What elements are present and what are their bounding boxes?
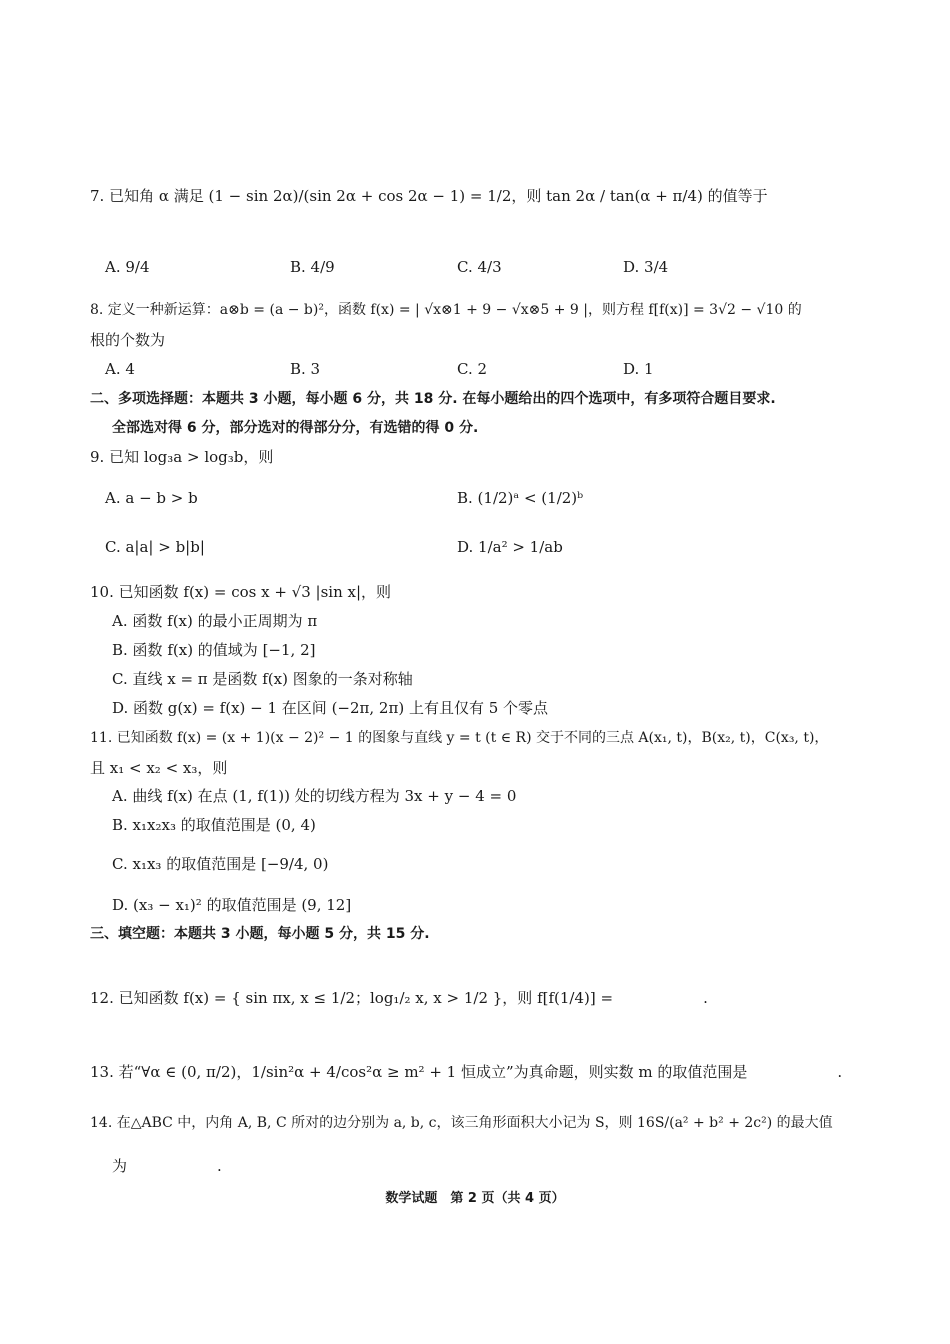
q8-option-d: D. 1 <box>623 360 654 378</box>
section3-title: 三、填空题：本题共 3 小题，每小题 5 分，共 15 分. <box>90 926 430 942</box>
q11-option-d: D. (x₃ − x₁)² 的取值范围是 (9, 12] <box>112 896 352 914</box>
q14-stem-line2-text: 为 <box>112 1157 128 1175</box>
q13-period: . <box>837 1063 843 1081</box>
q10-option-d: D. 函数 g(x) = f(x) − 1 在区间 (−2π, 2π) 上有且仅有 5 个零点 <box>112 699 549 717</box>
q10-option-a: A. 函数 f(x) 的最小正周期为 π <box>112 612 318 630</box>
q14-stem-line2 <box>112 1156 222 1176</box>
q8-stem-line2: 根的个数为 <box>90 331 166 349</box>
q11-stem-line2: 且 x₁ < x₂ < x₃，则 <box>90 759 228 777</box>
q10-option-b: B. 函数 f(x) 的值域为 [−1, 2] <box>112 641 316 659</box>
q14-period: . <box>217 1157 222 1175</box>
q12-stem <box>90 988 708 1008</box>
q7-option-b: B. 4/9 <box>290 258 335 276</box>
q8-stem-line1: 8. 定义一种新运算：a⊗b = (a − b)²，函数 f(x) = | √x⊗1 + 9 − √x⊗5 + 9 |，则方程 f[f(x)] = 3√2 − √10 的 <box>90 302 802 318</box>
q7-stem: 7. 已知角 α 满足 (1 − sin 2α)/(sin 2α + cos 2α − 1) = 1/2，则 tan 2α / tan(α + π/4) 的值等于 <box>90 187 768 205</box>
q9-stem: 9. 已知 log₃a > log₃b，则 <box>90 448 274 466</box>
q11-option-a: A. 曲线 f(x) 在点 (1, f(1)) 处的切线方程为 3x + y − 4 = 0 <box>112 787 517 805</box>
q9-option-c: C. a|a| > b|b| <box>105 538 205 556</box>
section2-title: 二、多项选择题：本题共 3 小题，每小题 6 分，共 18 分. 在每小题给出的四个选项中，有多项符合题目要求. <box>90 391 776 407</box>
q11-option-b: B. x₁x₂x₃ 的取值范围是 (0, 4) <box>112 816 316 834</box>
q7-option-a: A. 9/4 <box>105 258 150 276</box>
q13-stem <box>90 1062 842 1082</box>
q9-option-a: A. a − b > b <box>105 489 198 507</box>
q13-stem-text: 13. 若“∀α ∈ (0, π/2)，1/sin²α + 4/cos²α ≥ m² + 1 恒成立”为真命题，则实数 m 的取值范围是 <box>90 1063 748 1081</box>
q7-option-c: C. 4/3 <box>457 258 502 276</box>
q8-option-a: A. 4 <box>105 360 135 378</box>
q9-option-d: D. 1/a² > 1/ab <box>457 538 563 556</box>
q7-option-d: D. 3/4 <box>623 258 669 276</box>
q8-option-b: B. 3 <box>290 360 321 378</box>
page-footer: 数学试题 第 2 页（共 4 页） <box>385 1191 565 1206</box>
q11-option-c: C. x₁x₃ 的取值范围是 [−9/4, 0) <box>112 855 329 873</box>
section2-rule: 全部选对得 6 分，部分选对的得部分分，有选错的得 0 分. <box>112 420 479 436</box>
q12-period: . <box>703 989 708 1007</box>
q12-stem-text: 12. 已知函数 f(x) = { sin πx, x ≤ 1/2；log₁/₂ x, x > 1/2 }，则 f[f(1/4)] = <box>90 989 614 1007</box>
q10-option-c: C. 直线 x = π 是函数 f(x) 图象的一条对称轴 <box>112 670 413 688</box>
q14-stem: 14. 在△ABC 中，内角 A, B, C 所对的边分别为 a, b, c，该三角形面积大小记为 S，则 16S/(a² + b² + 2c²) 的最大值 <box>90 1115 833 1131</box>
q8-option-c: C. 2 <box>457 360 488 378</box>
q10-stem: 10. 已知函数 f(x) = cos x + √3 |sin x|，则 <box>90 583 392 601</box>
q9-option-b: B. (1/2)ᵃ < (1/2)ᵇ <box>457 489 584 507</box>
q11-stem-line1: 11. 已知函数 f(x) = (x + 1)(x − 2)² − 1 的图象与直线 y = t (t ∈ R) 交于不同的三点 A(x₁, t)，B(x₂, t)，C(x₃, t)， <box>90 730 829 746</box>
